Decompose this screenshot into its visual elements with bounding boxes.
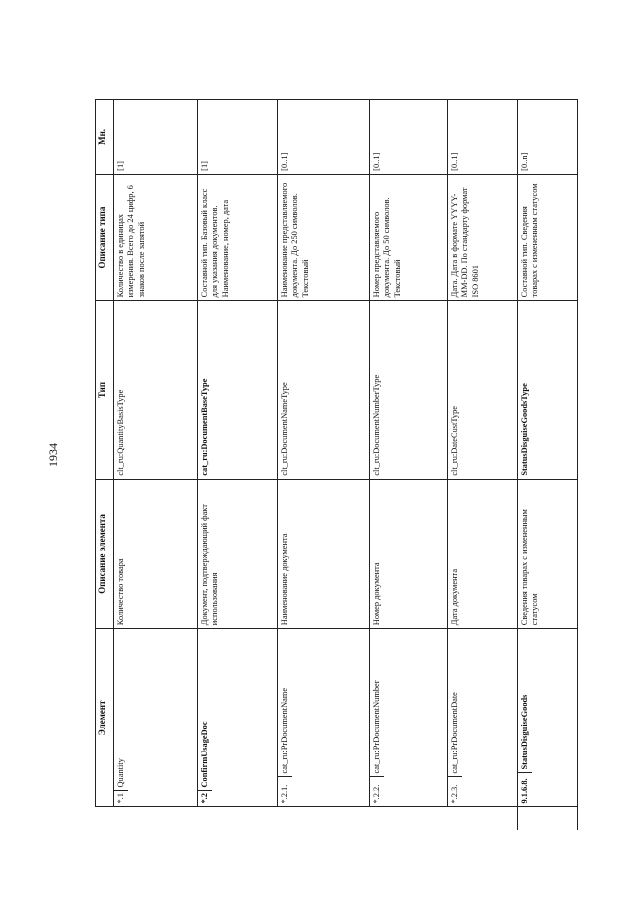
element-desc: Количество товара xyxy=(114,479,198,629)
element-number: *.2.2. xyxy=(370,777,384,807)
element-cell xyxy=(198,629,278,807)
table-row xyxy=(278,65,370,830)
element-name: cat_ru:PrDocumentName xyxy=(280,687,289,774)
header-mult: Мн. xyxy=(96,100,114,175)
blank-cell xyxy=(370,65,448,100)
blank-header-cell-2 xyxy=(96,65,114,100)
element-desc: Документ, подтверждающий факт использования xyxy=(198,479,278,629)
type-desc: Дата. Дата в формате YYYY-MM-DD. По стандарту формат ISO 8601 xyxy=(448,174,518,301)
element-name: cat_ru:PrDocumentNumber xyxy=(372,680,381,774)
element-name: ConfirmUsageDoc xyxy=(200,721,209,788)
element-cell xyxy=(370,629,448,807)
element-cell xyxy=(448,629,518,807)
mult-cell: [0..n] xyxy=(518,100,578,175)
blank-cell xyxy=(114,807,198,830)
element-name: StatusDisguiseGoods xyxy=(520,694,529,770)
type-desc: Составной тип. Базовый класс для указания документов. Наименование, номер, дата xyxy=(198,174,278,301)
element-number: 9.1.6.8. xyxy=(518,773,532,807)
type-cell: clt_ru:DocumentNumberType xyxy=(370,301,448,479)
type-desc: Номер представляемого документа. До 50 символов. Текстовый xyxy=(370,174,448,301)
header-type-desc: Описание типа xyxy=(96,174,114,301)
element-number: *.2.1. xyxy=(278,777,292,807)
blank-cell xyxy=(370,807,448,830)
type-cell: clt_ru:DateCustType xyxy=(448,301,518,479)
blank-header-cell xyxy=(96,807,114,830)
type-cell: clt_ru:QuantityBasisType xyxy=(114,301,198,479)
blank-cell xyxy=(278,65,370,100)
element-cell xyxy=(114,629,198,807)
element-desc: Дата документа xyxy=(448,479,518,629)
element-desc: Наименование документа xyxy=(278,479,370,629)
element-number: *.2.3. xyxy=(448,777,462,807)
header-type: Тип xyxy=(96,301,114,479)
mult-cell: [1] xyxy=(114,100,198,175)
type-cell: cat_ru:DocumentBaseType xyxy=(198,301,278,479)
element-desc: Сведения товарах с измененным статусом xyxy=(518,479,578,629)
blank-cell xyxy=(518,807,578,830)
table-row xyxy=(370,65,448,830)
mult-cell: [0..1] xyxy=(278,100,370,175)
mult-cell: [1] xyxy=(198,100,278,175)
element-number: *.1 xyxy=(114,791,128,807)
mult-cell: [0..1] xyxy=(370,100,448,175)
element-name: Quantity xyxy=(116,758,125,788)
element-cell xyxy=(518,629,578,807)
blank-cell xyxy=(114,65,198,100)
blank-cell xyxy=(198,807,278,830)
blank-cell xyxy=(518,65,578,100)
type-desc: Наименование представляемого документа. До 250 символов. Текстовый xyxy=(278,174,370,301)
type-cell: clt_ru:DocumentNameType xyxy=(278,301,370,479)
elements-table xyxy=(95,65,578,830)
blank-cell xyxy=(278,807,370,830)
element-cell xyxy=(278,629,370,807)
header-element-desc: Описание элемента xyxy=(96,479,114,629)
header-element: Элемент xyxy=(96,629,114,807)
rotated-table-wrapper xyxy=(95,65,567,830)
table-row xyxy=(198,65,278,830)
element-name: cat_ru:PrDocumentDate xyxy=(450,692,459,774)
table-header-row xyxy=(96,65,114,830)
blank-cell xyxy=(448,65,518,100)
page-number: 1934 xyxy=(46,443,60,467)
table-row xyxy=(114,65,198,830)
table-row xyxy=(518,65,578,830)
element-number: *.2 xyxy=(198,791,212,807)
table-row xyxy=(448,65,518,830)
type-cell: StatusDisguiseGoodsType xyxy=(518,301,578,479)
element-desc: Номер документа xyxy=(370,479,448,629)
mult-cell: [0..1] xyxy=(448,100,518,175)
type-desc: Количество в единицах измерения. Всего до 24 цифр, 6 знаков после запятой xyxy=(114,174,198,301)
type-desc: Составной тип. Сведения товарах с измененным статусом xyxy=(518,174,578,301)
blank-cell xyxy=(198,65,278,100)
blank-cell xyxy=(448,807,518,830)
